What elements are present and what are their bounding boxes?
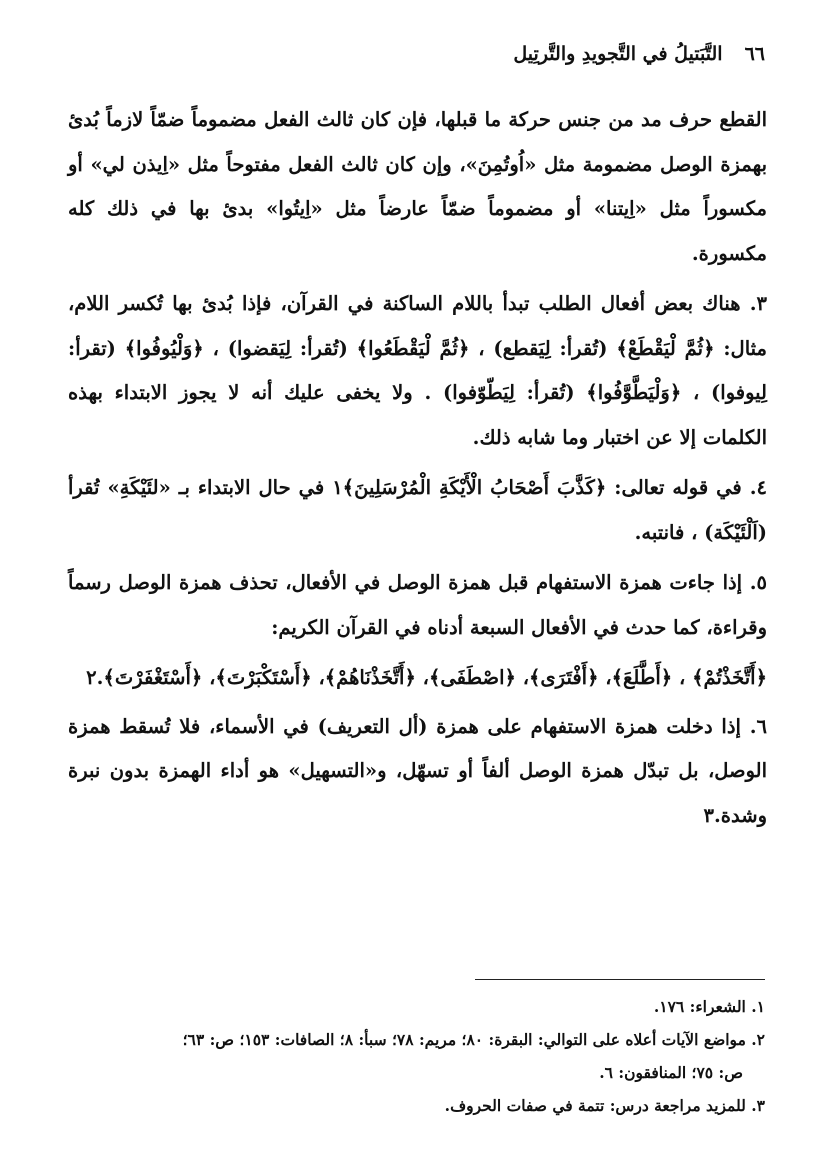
paragraph-3: ٣. هناك بعض أفعال الطلب تبدأ باللام الساكنة في القرآن، فإذا بُدئ بها تُكسر اللام، مثال: ﴿ثُمَّ لْيَقْطَعْ﴾ (تُقرأ: لِيَقطع) ، ﴿ثُمَّ لْيَقْطَعُوا﴾ (تُقرأ: لِيَقضوا) ، ﴿وَلْيُوفُوا﴾ (تقرأ: لِيوفوا) ، ﴿وَلْيَطَّوَّفُوا﴾ (تُقرأ: لِيَطّوّفوا) . ولا يخفى عليك أنه لا يجوز الابتداء بهذه الكلمات إلا عن اختبار وما شابه ذلك. (68, 292, 767, 449)
page-number: ٦٦ (744, 43, 765, 65)
paragraph-5: ٥. إذا جاءت همزة الاستفهام قبل همزة الوصل في الأفعال، تحذف همزة الوصل رسماً وقراءة، كما حدث في الأفعال السبعة أدناه في القرآن الكريم: (68, 571, 767, 639)
body-text (68, 98, 767, 844)
paragraph-4: ٤. في قوله تعالى: ﴿كَذَّبَ أَصْحَابُ الْأَيْكَةِ الْمُرْسَلِينَ﴾١ في حال الابتداء بـ «لئَيْكَةِ» تُقرأ (اَلْئَيْكَة) ، فانتبه. (68, 476, 767, 544)
footnote-2: ٢. مواضع الآيات أعلاه على التوالي: البقرة: ٨٠؛ مريم: ٧٨؛ سبأ: ٨؛ الصافات: ١٥٣؛ ص: ٦٣؛ (182, 1030, 765, 1049)
paragraph-continuation: القطع حرف مد من جنس حركة ما قبلها، فإن كان ثالث الفعل مضموماً ضمّاً لازماً بُدئ بهمزة الوصل مضمومة مثل «اُوتُمِنَ»، وإن كان ثالث الفعل مفتوحاً مثل «اِيذن لي» أو مكسوراً مثل «اِيتنا» أو مضموماً ضمّاً عارضاً مثل «اِيتُوا» بدئ بها في ذلك كله مكسورة. (68, 108, 767, 265)
footnote-3: ٣. للمزيد مراجعة درس: تتمة في صفات الحروف. (444, 1096, 765, 1115)
paragraph-6: ٦. إذا دخلت همزة الاستفهام على همزة (أل التعريف) في الأسماء، فلا تُسقط همزة الوصل، بل تبدّل همزة الوصل ألفاً أو تسهّل، و«التسهيل» هو أداء الهمزة بدون نبرة وشدة.٣ (68, 714, 767, 827)
quran-verbs-list: ﴿أَتَّخَذْتُمْ﴾ ، ﴿أَطَّلَعَ﴾، ﴿أَفْتَرَى﴾، ﴿اصْطَفَى﴾، ﴿أَتَّخَذْنَاهُمْ﴾، ﴿أَسْتَكْبَرْتَ﴾، ﴿أَسْتَغْفَرْتَ﴾.٢ (86, 666, 767, 689)
footnotes (70, 990, 765, 1122)
footnote-1: ١. الشعراء: ١٧٦. (653, 997, 765, 1016)
running-title: التَّبَتيلُ في التَّجويدِ والتَّرتِيل (513, 43, 723, 65)
footnote-2-continuation: ص: ٧٥؛ المنافقون: ٦. (599, 1063, 743, 1082)
footnote-divider (475, 979, 765, 980)
page-header (70, 36, 765, 72)
